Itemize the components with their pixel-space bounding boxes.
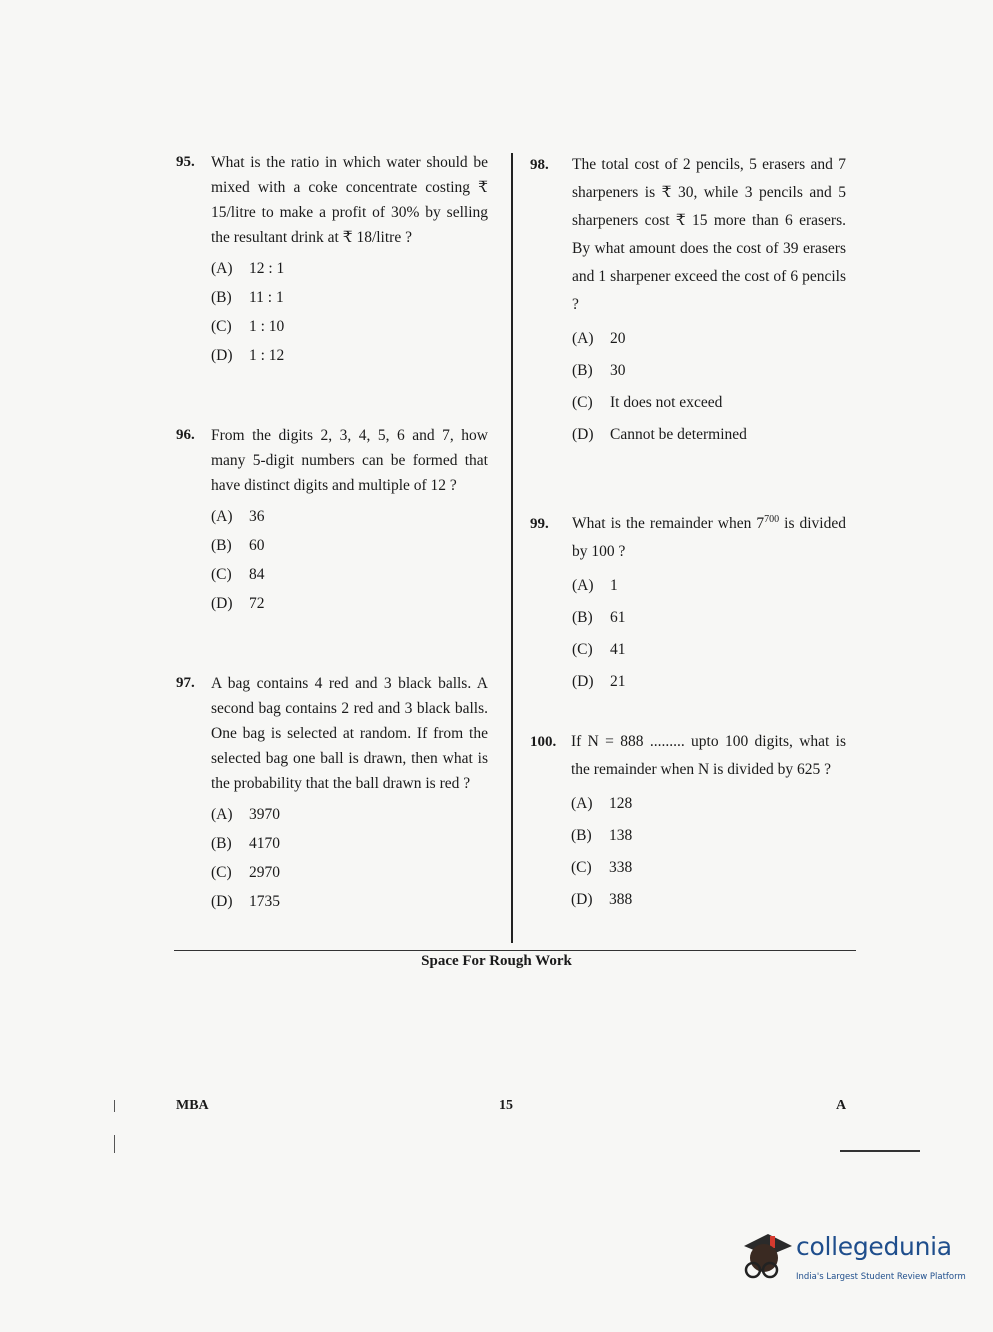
brand-tagline: India's Largest Student Review Platform (796, 1272, 966, 1282)
options-list (211, 800, 488, 916)
question-text: What is the remainder when $7^{700}$ is divided by 100 ? (572, 513, 846, 560)
option-d: (D) 72 (211, 595, 265, 612)
options-list (211, 254, 488, 370)
option-c: (C) 2970 (211, 864, 280, 881)
option-a: (A) 20 (572, 330, 626, 347)
question-96 (176, 423, 488, 618)
footer-booklet-series: A (836, 1098, 847, 1113)
option-d: (D) 388 (571, 891, 633, 908)
question-number: 98. (530, 157, 549, 173)
mascot-icon (738, 1226, 794, 1286)
option-d: (D) 1 : 12 (211, 347, 285, 364)
question-number: 100. (530, 734, 557, 750)
footer-subject: MBA (176, 1098, 209, 1113)
question-text: If N = 888 ......... upto 100 digits, what is the remainder when N is divided by 625 ? (571, 733, 846, 778)
bottom-rule (174, 950, 856, 951)
question-text: From the digits 2, 3, 4, 5, 6 and 7, how many 5-digit numbers can be formed that have distinct digits and multiple of 12 ? (211, 427, 488, 494)
question-text: What is the ratio in which water should be mixed with a coke concentrate costing ₹ 15/litre to make a profit of 30% by selling the resultant drink at ₹ 18/litre ? (211, 154, 488, 246)
question-text: The total cost of 2 pencils, 5 erasers and 7 sharpeners is ₹ 30, while 3 pencils and 5 sharpeners cost ₹ 15 more than 6 erasers. By what amount does the cost of 39 erasers and 1 sharpener exceed the cost of 6 pencils ? (572, 156, 846, 313)
option-a: (A) 12 : 1 (211, 260, 285, 277)
footer-page-number: 15 (499, 1098, 513, 1113)
option-a: (A) 3970 (211, 806, 280, 823)
column-divider (511, 153, 513, 943)
footer-line-mark (840, 1150, 920, 1152)
question-number: 99. (530, 516, 549, 532)
option-b: (B) 4170 (211, 835, 280, 852)
question-number: 96. (176, 427, 195, 443)
question-100 (530, 728, 846, 916)
option-d: (D) Cannot be determined (572, 426, 747, 443)
question-99 (530, 510, 846, 698)
option-c: (C) 41 (572, 641, 626, 658)
option-c: (C) 338 (571, 859, 633, 876)
question-98 (530, 151, 846, 451)
option-b: (B) 11 : 1 (211, 289, 284, 306)
margin-mark (114, 1100, 115, 1112)
question-text: A bag contains 4 red and 3 black balls. A second bag contains 2 red and 3 black balls. One bag is selected at random. If from the selected bag one ball is drawn, then what is the probability that the ball drawn is red ? (211, 675, 488, 792)
options-list (571, 788, 846, 916)
question-number: 97. (176, 675, 195, 691)
collegedunia-watermark (738, 1226, 968, 1290)
option-c: (C) 1 : 10 (211, 318, 285, 335)
option-b: (B) 138 (571, 827, 633, 844)
option-a: (A) 128 (571, 795, 633, 812)
question-number: 95. (176, 154, 195, 170)
margin-mark (114, 1135, 115, 1153)
option-a: (A) 36 (211, 508, 265, 525)
option-b: (B) 61 (572, 609, 626, 626)
options-list (572, 323, 846, 451)
option-b: (B) 60 (211, 537, 265, 554)
option-b: (B) 30 (572, 362, 626, 379)
option-a: (A) 1 (572, 577, 618, 594)
options-list (211, 502, 488, 618)
option-d: (D) 21 (572, 673, 626, 690)
brand-name: collegedunia (796, 1232, 952, 1261)
question-95 (176, 150, 488, 370)
option-c: (C) 84 (211, 566, 265, 583)
option-d: (D) 1735 (211, 893, 280, 910)
options-list (572, 570, 846, 698)
question-97 (176, 671, 488, 916)
option-c: (C) It does not exceed (572, 394, 723, 411)
rough-work-label: Space For Rough Work (421, 953, 572, 969)
